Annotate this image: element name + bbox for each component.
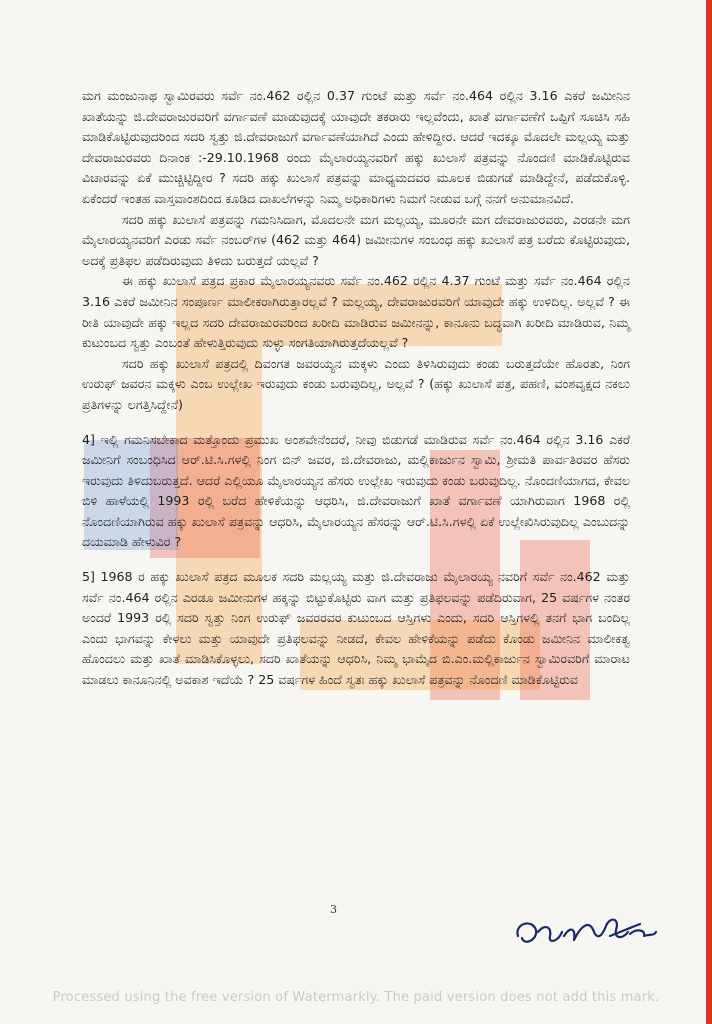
paragraph-gap — [82, 553, 630, 567]
paragraph: ಸದರಿ ಹಕ್ಕು ಖುಲಾಸೆ ಪತ್ರದಲ್ಲಿ ದಿವಂಗತ ಜವರಯ್ಯನ ಮಕ್ಕಳು ಎಂದು ತಿಳಿಸಿರುವುದು ಕಂಡು ಬರುತ್ತದೆಯೇ ಹೊರತು, ನಿಂಗ ಉರುಫ್ ಜವರನ ಮಕ್ಕಳು ಎಂಬ ಉಲ್ಲೇಖ ಇರುವುದು ಕಂಡು ಬರುವುದಿಲ್ಲ, ಅಲ್ಲವೆ ? (ಹಕ್ಕು ಖುಲಾಸೆ ಪತ್ರ, ಪಹಣಿ, ವಂಶವೃಕ್ಷದ ನಕಲು ಪ್ರತಿಗಳನ್ನು ಲಗತ್ತಿಸಿದ್ದೇನೆ) — [82, 355, 630, 412]
paragraph: 4] ಇಲ್ಲಿ ಗಮನಿಸಬೇಕಾದ ಮತ್ತೊಂದು ಪ್ರಮುಖ ಅಂಶವೇನೆಂದರೆ, ನೀವು ಬಿಡುಗಡೆ ಮಾಡಿರುವ ಸರ್ವೆ ನಂ.464 ರಲ್ಲಿನ 3.16 ಎಕರೆ ಜಮೀನಿಗೆ ಸಂಬಂಧಿಸಿದ ಆರ್.ಟಿ.ಸಿ.ಗಳಲ್ಲಿ ನಿಂಗ ಬಿನ್ ಜವರ, ಜಿ.ದೇವರಾಜು, ಮಲ್ಲಿಕಾರ್ಜುನ ಸ್ವಾಮಿ, ಶ್ರೀಮತಿ ಪಾರ್ವತಿರವರ ಹೆಸರು ಇರುವುದು ತಿಳಿದುಬರುತ್ತದೆ. ಆದರೆ ಎಲ್ಲಿಯೂ ಮೈಲಾರಯ್ಯನ ಹೆಸರು ಉಲ್ಲೇಖ ಇರುವುದು ಕಂಡು ಬರುವುದಿಲ್ಲ. ನೊಂದಣಿಯಾಗದ, ಕೇವಲ ಬಿಳಿ ಹಾಳೆಯಲ್ಲಿ 1993 ರಲ್ಲಿ ಬರೆದ ಹೇಳಿಕೆಯನ್ನು ಆಧರಿಸಿ, ಜಿ.ದೇವರಾಜುಗೆ ಖಾತೆ ವರ್ಗಾವಣೆ ಯಾಗಿರುವಾಗ 1968 ರಲ್ಲಿ ನೊಂದಣಿಯಾಗಿರುವ ಹಕ್ಕು ಖುಲಾಸೆ ಪತ್ರವನ್ನು ಆಧರಿಸಿ, ಮೈಲಾರಯ್ಯನ ಹೆಸರನ್ನು ಆರ್.ಟಿ.ಸಿ.ಗಳಲ್ಲಿ ಏಕೆ ಉಲ್ಲೇಖಿಸಿರುವುದಿಲ್ಲ ಎಂಬುದನ್ನು ದಯಮಾಡಿ ಹೇಳುವಿರ ? — [82, 431, 630, 550]
page-number: 3 — [330, 903, 337, 916]
paragraph: ಸದರಿ ಹಕ್ಕು ಖುಲಾಸೆ ಪತ್ರವನ್ನು ಗಮನಿಸಿದಾಗ, ಮೊದಲನೇ ಮಗ ಮಲ್ಲಯ್ಯ, ಮೂರನೇ ಮಗ ದೇವರಾಜುರವರು, ಎರಡನೇ ಮಗ ಮೈಲಾರಯ್ಯನವರಿಗೆ ಎರಡು ಸರ್ವೆ ನಂಬರ್‌ಗಳ (462 ಮತ್ತು 464) ಜಮೀನುಗಳ ಸಂಬಂಧ ಹಕ್ಕು ಖುಲಾಸೆ ಪತ್ರ ಬರೆದು ಕೊಟ್ಟಿರುವುದು, ಅದಕ್ಕೆ ಪ್ರತಿಫಲ ಪಡೆದಿರುವುದು ತಿಳಿದು ಬರುತ್ತದೆ ಯಲ್ಲವೆ ? — [82, 211, 630, 268]
watermark-footer-text: Processed using the free version of Watermarkly. The paid version does not add this mark. — [52, 990, 660, 1005]
paragraph: ಮಗ ಮಂಜುನಾಥ ಸ್ವಾಮಿರವರು ಸರ್ವೆ ನಂ.462 ರಲ್ಲಿನ 0.37 ಗುಂಟೆ ಮತ್ತು ಸರ್ವೆ ನಂ.464 ರಲ್ಲಿನ 3.16 ಎಕರೆ ಜಮೀನಿನ ಖಾತೆಯನ್ನು ಜಿ.ದೇವರಾಜುರವರಿಗೆ ವರ್ಗಾವಣೆ ಮಾಡುವುದಕ್ಕೆ ಯಾವುದೇ ತಕರಾರು ಇಲ್ಲವೆಂದು, ಖಾತೆ ವರ್ಗಾವಣೆಗೆ ಒಪ್ಪಿಗೆ ಸೂಚಿಸಿ ಸಹಿ ಮಾಡಿಕೊಟ್ಟಿರುವುದರಿಂದ ಸದರಿ ಸ್ವತ್ತು ಜಿ.ದೇವರಾಜುಗೆ ವರ್ಗಾವಣೆಯಾಗಿದೆ ಎಂದು ಹೇಳಿದ್ದೀರ. ಆದರೆ ಇದಕ್ಕೂ ಮೊದಲೇ ಮಲ್ಲಯ್ಯ ಮತ್ತು ದೇವರಾಜುರವರು ದಿನಾಂಕ :-29.10.1968 ರಂದು ಮೈಲಾರಯ್ಯನವರಿಗೆ ಹಕ್ಕು ಖುಲಾಸೆ ಪತ್ರವನ್ನು ನೊಂದಣಿ ಮಾಡಿಕೊಟ್ಟಿರುವ ವಿಚಾರವನ್ನು ಏಕೆ ಮುಚ್ಚಿಟ್ಟಿದ್ದೀರ ? ಸದರಿ ಹಕ್ಕು ಖುಲಾಸೆ ಪತ್ರವನ್ನು ಮಾಧ್ಯಮದವರ ಮೂಲಕ ಬಿಡುಗಡೆ ಮಾಡಿದ್ದೇನೆ, ಪಡೆದುಕೊಳ್ಳಿ. ಏಕೆಂದರೆ ಇಂತಹ ವಾಸ್ತವಾಂಶದಿಂದ ಕೂಡಿದ ದಾಖಲೆಗಳನ್ನು ನಿಮ್ಮ ಅಧಿಕಾರಿಗಳು ನಿಮಗೆ ನೀಡುವ ಬಗ್ಗೆ ನನಗೆ ಅನುಮಾನವಿದೆ. — [82, 88, 630, 206]
paragraph: 5] 1968 ರ ಹಕ್ಕು ಖುಲಾಸೆ ಪತ್ರದ ಮೂಲಕ ಸದರಿ ಮಲ್ಲಯ್ಯ ಮತ್ತು ಜಿ.ದೇವರಾಜು ಮೈಲಾರಯ್ಯ ನವರಿಗೆ ಸರ್ವೆ ನಂ.462 ಮತ್ತು ಸರ್ವೆ ನಂ.464 ರಲ್ಲಿನ ಎರಡೂ ಜಮೀನುಗಳ ಹಕ್ಕನ್ನು ಬಿಟ್ಟುಕೊಟ್ಟಿರು ವಾಗ ಮತ್ತು ಪ್ರತಿಫಲವನ್ನು ಪಡೆದಿರುವಾಗ, 25 ವರ್ಷಗಳ ನಂತರ ಅಂದರೆ 1993 ರಲ್ಲಿ ಸದರಿ ಸ್ವತ್ತು ನಿಂಗ ಉರುಫ್ ಜವರರವರ ಕುಟುಂಬದ ಆಸ್ತಿಗಳು ಎಂದು, ಸದರಿ ಆಸ್ತಿಗಳಲ್ಲಿ ತನಗೆ ಭಾಗ ಬಂದಿಲ್ಲ ಎಂದು ಭಾಗವನ್ನು ಕೇಳಲು ಮತ್ತು ಯಾವುದೇ ಪ್ರತಿಫಲವನ್ನು ನೀಡದೆ, ಕೇವಲ ಹೇಳಿಕೆಯನ್ನು ಪಡೆದು ಕೊಂಡು ಜಮೀನಿನ ಮಾಲೀಕತ್ವ ಹೊಂದಲು ಮತ್ತು ಖಾತೆ ಮಾಡಿಸಿಕೊಳ್ಳಲು, ಸದರಿ ಖಾತೆಯನ್ನು ಆಧರಿಸಿ, ನಿಮ್ಮ ಭಾಮೈದ ಬಿ.ಎಂ.ಮಲ್ಲಿಕಾರ್ಜುನ ಸ್ವಾಮಿರವರಿಗೆ ಮಾರಾಟ ಮಾಡಲು ಕಾನೂನಿನಲ್ಲಿ ಅವಕಾಶ ಇದೆಯೆ ? 25 ವರ್ಷಗಳ ಹಿಂದೆ ಸ್ವತಃ ಹಕ್ಕು ಖುಲಾಸೆ ಪತ್ರವನ್ನು ನೊಂದಣಿ ಮಾಡಿಕೊಟ್ಟಿರುವ — [82, 569, 630, 688]
page-edge-strip — [706, 0, 712, 1024]
paragraph-gap — [82, 416, 630, 430]
paragraph: ಈ ಹಕ್ಕು ಖುಲಾಸೆ ಪತ್ರದ ಪ್ರಕಾರ ಮೈಲಾರಯ್ಯನವರು ಸರ್ವೆ ನಂ.462 ರಲ್ಲಿನ 4.37 ಗುಂಟೆ ಮತ್ತು ಸರ್ವೆ ನಂ.464 ರಲ್ಲಿನ 3.16 ಎಕರೆ ಜಮೀನಿನ ಸಂಪೂರ್ಣ ಮಾಲೀಕರಾಗಿರುತ್ತಾರಲ್ಲವೆ ? ಮಲ್ಲಯ್ಯ, ದೇವರಾಜುರವರಿಗೆ ಯಾವುದೇ ಹಕ್ಕು ಉಳಿದಿಲ್ಲ. ಅಲ್ಲವೆ ? ಈ ರೀತಿ ಯಾವುದೇ ಹಕ್ಕು ಇಲ್ಲದ ಸದರಿ ದೇವರಾಜುರವರಿಂದ ಖರೀದಿ ಮಾಡಿರುವ ಜಮೀನನ್ನು, ಕಾನೂನು ಬದ್ಧವಾಗಿ ಖರೀದಿ ಮಾಡಿರುವ, ನಿಮ್ಮ ಕುಟುಂಬದ ಸ್ವತ್ತು ಎಂಬಂತೆ ಹೇಳುತ್ತಿರುವುದು ಸುಳ್ಳು ಸಂಗತಿಯಾಗಿರುತ್ತದೆಯಲ್ಲವೆ ? — [82, 273, 630, 351]
handwritten-signature — [510, 906, 660, 960]
document-body — [82, 86, 630, 691]
